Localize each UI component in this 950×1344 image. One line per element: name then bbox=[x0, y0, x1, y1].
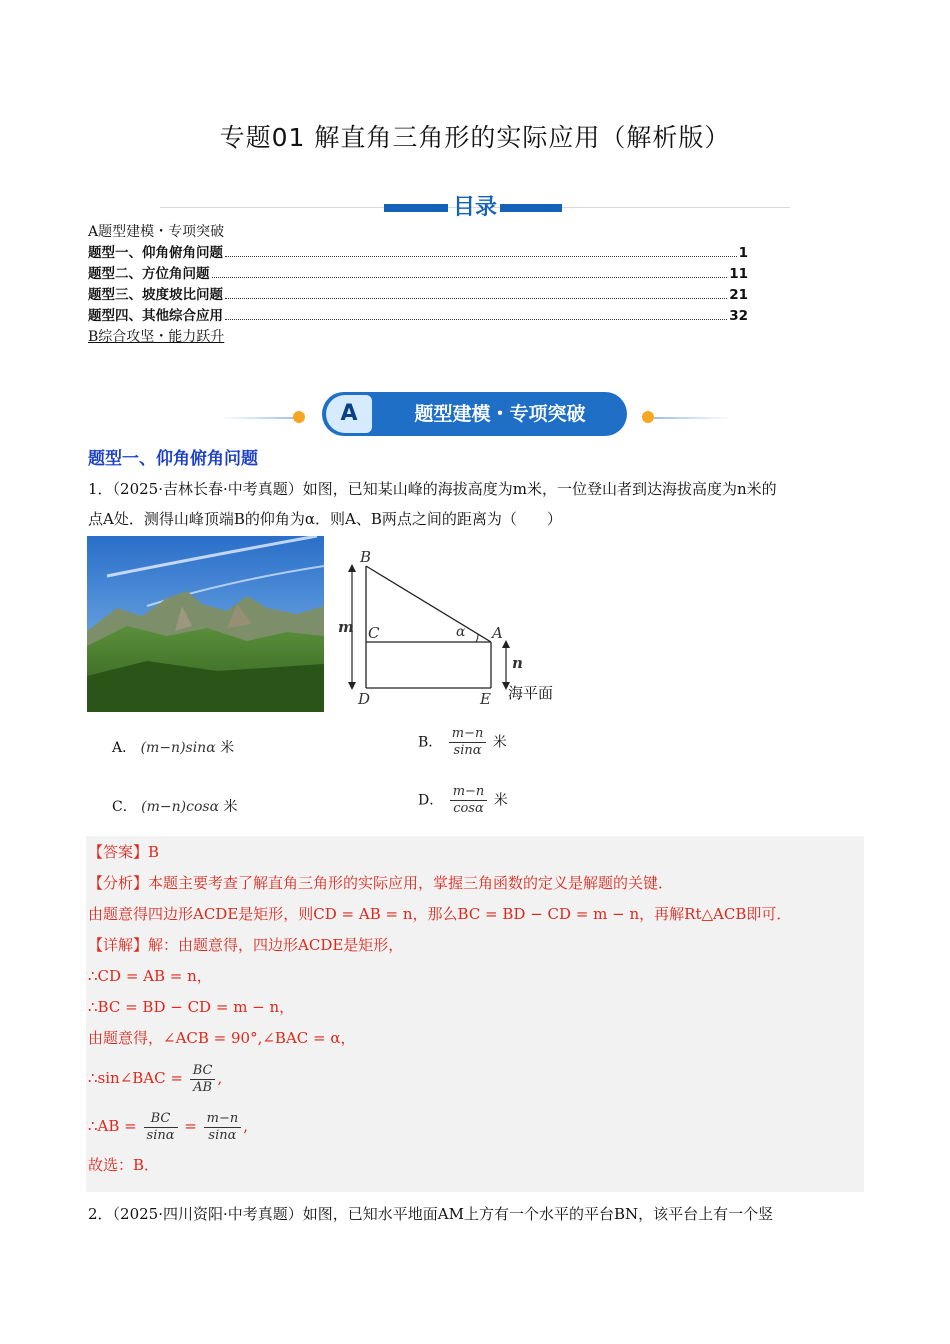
label-c: C bbox=[368, 624, 380, 642]
question-2: 2．（2025·四川资阳·中考真题）如图，已知水平地面AM上方有一个水平的平台BN，该平台上有一个竖 bbox=[88, 1205, 774, 1223]
label-n: n bbox=[512, 654, 523, 672]
banner-title: 题型建模・专项突破 bbox=[414, 403, 586, 425]
label-m: m bbox=[338, 618, 354, 636]
choose-line: 故选：B． bbox=[88, 1156, 160, 1174]
banner-deco-dot bbox=[642, 411, 654, 423]
toc-item[interactable]: 题型四、其他综合应用 32 bbox=[88, 308, 748, 324]
label-b: B bbox=[360, 548, 372, 566]
banner-deco-dot bbox=[293, 411, 305, 423]
label-a: A bbox=[492, 624, 503, 642]
detail-line: 【详解】解：由题意得，四边形ACDE是矩形， bbox=[88, 936, 404, 954]
analysis-line-2: 由题意得四边形ACDE是矩形，则CD = AB = n，那么BC = BD − CD = m − n，再解Rt△ACB即可． bbox=[88, 905, 792, 923]
banner-deco-line bbox=[654, 417, 732, 419]
toc-item[interactable]: 题型二、方位角问题 11 bbox=[88, 266, 748, 282]
option-a[interactable]: A． (m−n)sinα 米 bbox=[112, 740, 235, 756]
section-heading: 题型一、仰角俯角问题 bbox=[88, 449, 258, 469]
question-1: 1．（2025·吉林长春·中考真题）如图，已知某山峰的海拔高度为m米，一位登山者到达海拔高度为n米的 点A处．测得山峰顶端B的仰角为α．则A、B两点之间的距离为（ ） bbox=[88, 480, 777, 528]
toc-bar-left bbox=[384, 204, 448, 212]
analysis-line: 【分析】本题主要考查了解直角三角形的实际应用，掌握三角函数的定义是解题的关键． bbox=[88, 874, 674, 892]
label-e: E bbox=[480, 690, 491, 708]
answer-line: 【答案】B bbox=[88, 843, 160, 861]
toc-item[interactable]: 题型三、坡度坡比问题 21 bbox=[88, 287, 748, 303]
mountain-photo bbox=[87, 536, 324, 712]
table-of-contents bbox=[88, 222, 748, 348]
option-d[interactable]: D． $\frac{m-n}{\cos\alpha}$ 米 bbox=[418, 784, 508, 816]
toc-part-a[interactable]: A题型建模・专项突破 bbox=[88, 224, 225, 240]
banner-deco-line bbox=[220, 417, 298, 419]
toc-item[interactable]: 题型一、仰角俯角问题 1 bbox=[88, 245, 748, 261]
answer-content bbox=[88, 837, 858, 1181]
step-5: ∴AB = $\frac{BC}{\sin\alpha}$ = $\frac{m-n}{\sin\alpha}$ , bbox=[88, 1110, 248, 1143]
label-d: D bbox=[358, 690, 371, 708]
step-2: ∴BC = BD − CD = m − n， bbox=[88, 998, 295, 1016]
step-1: ∴CD = AB = n， bbox=[88, 967, 212, 985]
step-3: 由题意得，∠ACB = 90°,∠BAC = α， bbox=[88, 1029, 356, 1047]
banner-letter: A bbox=[326, 395, 372, 433]
toc-heading: 目录 bbox=[452, 195, 497, 220]
step-4: ∴sin∠BAC = $\frac{BC}{AB}$ , bbox=[88, 1062, 223, 1095]
page-title: 专题01 解直角三角形的实际应用（解析版） bbox=[219, 123, 731, 152]
option-c[interactable]: C． (m−n)cosα 米 bbox=[112, 799, 238, 815]
option-b[interactable]: B． $\frac{m-n}{\sin\alpha}$ 米 bbox=[418, 726, 507, 758]
geometry-diagram bbox=[336, 546, 576, 712]
label-sea-level: 海平面 bbox=[508, 684, 554, 702]
toc-part-b[interactable]: B综合攻坚・能力跃升 bbox=[88, 329, 225, 345]
label-alpha: α bbox=[456, 624, 466, 640]
